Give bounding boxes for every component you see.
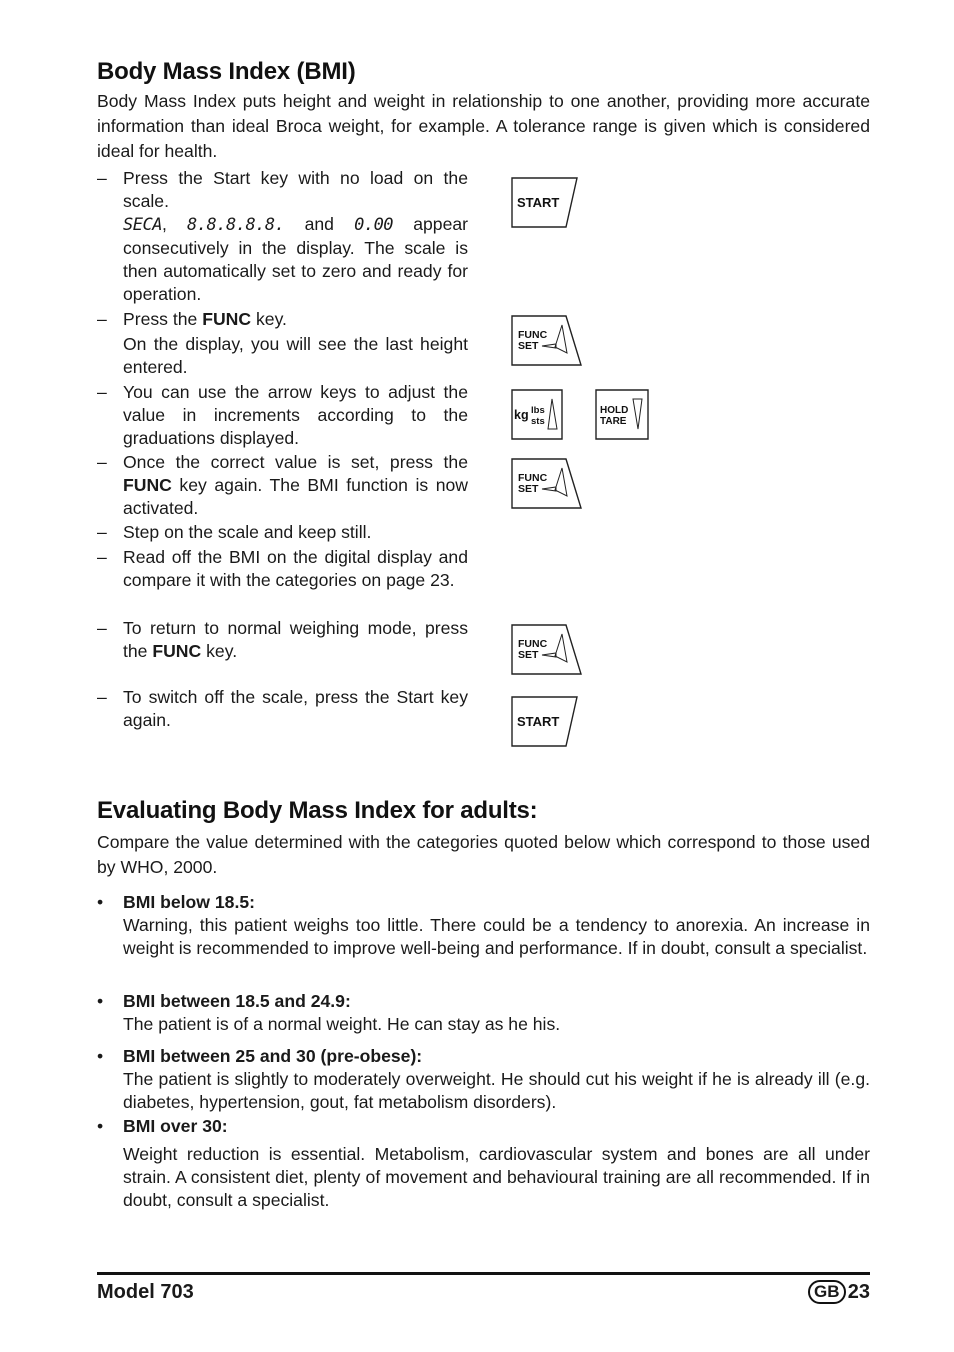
bmi-category-underweight xyxy=(97,891,870,960)
step-6 xyxy=(97,546,468,592)
func-key-label: FUNC xyxy=(518,638,548,650)
step-7 xyxy=(97,617,468,663)
step-text: To switch off the scale, press the Start key again. xyxy=(123,687,468,730)
start-key-label: START xyxy=(517,714,560,729)
category-title: BMI below 18.5: xyxy=(123,892,255,912)
step-text xyxy=(123,617,468,663)
bullet-dot: • xyxy=(97,1046,104,1066)
step-text: You can use the arrow keys to adjust the value in increments according to the graduations displayed. xyxy=(123,382,468,448)
func-key-label: FUNC xyxy=(518,472,548,484)
step-text: Read off the BMI on the digital display and compare it with the categories on page 23. xyxy=(123,547,468,590)
step-text-post: key again. The BMI function is now activated. xyxy=(123,475,468,518)
step-1 xyxy=(97,167,468,306)
step-text-post: key. xyxy=(201,641,238,661)
func-key-label: FUNC xyxy=(518,329,548,341)
step-subtext xyxy=(123,213,468,306)
func-key-name: FUNC xyxy=(123,475,172,495)
start-key-icon xyxy=(511,696,579,748)
bmi-category-normal xyxy=(97,990,870,1036)
footer-divider xyxy=(97,1272,870,1275)
category-description: The patient is slightly to moderately overweight. He should cut his weight if he is already ill (e.g. diabetes, hypertension, gout, fat metabolism disorders). xyxy=(123,1069,870,1112)
hold-tare-arrow-key-icon xyxy=(595,389,651,441)
step-5 xyxy=(97,521,468,544)
country-badge: GB xyxy=(808,1280,846,1304)
step-dash: – xyxy=(97,522,107,542)
bullet-dot: • xyxy=(97,1116,104,1136)
step-dash: – xyxy=(97,168,107,188)
step-dash: – xyxy=(97,618,107,638)
bmi-intro-paragraph: Body Mass Index puts height and weight in relationship to one another, providing more accurate information than ideal Broca weight, for example. A tolerance range is given which is considered ideal for health. xyxy=(97,91,870,161)
step-text-post: key. xyxy=(251,309,287,329)
evaluating-intro-paragraph: Compare the value determined with the categories quoted below which correspond to those used by WHO, 2000. xyxy=(97,832,870,877)
step-subtext-rest: appear consecutively in the display. The scale is then automatically set to zero and ready for operation. xyxy=(123,214,469,304)
kg-lbs-arrow-key-icon xyxy=(511,389,565,441)
category-title: BMI between 25 and 30 (pre-obese): xyxy=(123,1046,423,1066)
func-key-name: FUNC xyxy=(152,641,202,661)
footer-page-info xyxy=(808,1280,870,1304)
category-description: Warning, this patient weighs too little. There could be a tendency to anorexia. An increase in weight is recommended to improve well-being and performance. If in doubt, consult a specialist. xyxy=(123,915,870,958)
func-key-name: FUNC xyxy=(202,309,252,329)
category-description: The patient is of a normal weight. He can stay as he his. xyxy=(123,1014,561,1034)
category-title: BMI over 30: xyxy=(123,1116,228,1136)
step-text-pre: To return to normal weighing mode, press the xyxy=(123,618,468,661)
bullet-dot: • xyxy=(97,892,104,912)
step-text xyxy=(123,451,468,520)
step-text-pre: Press the xyxy=(123,309,203,329)
footer-model-name: Model 703 xyxy=(97,1281,194,1303)
bmi-category-pre-obese xyxy=(97,1045,870,1114)
func-set-key-icon xyxy=(511,624,583,676)
step-dash: – xyxy=(97,382,107,402)
comma: , xyxy=(161,214,167,234)
func-set-key-icon xyxy=(511,458,583,510)
func-set-key-icon xyxy=(511,315,583,367)
start-key-icon xyxy=(511,177,579,229)
bullet-dot: • xyxy=(97,991,104,1011)
step-text xyxy=(123,308,468,331)
set-key-label: SET xyxy=(518,649,539,661)
and-word: and xyxy=(284,214,355,234)
set-key-label: SET xyxy=(518,483,539,495)
step-text-pre: Once the correct value is set, press the xyxy=(123,452,468,472)
kg-label: kg xyxy=(514,408,529,422)
step-dash: – xyxy=(97,547,107,567)
section-title-bmi: Body Mass Index (BMI) xyxy=(97,58,356,85)
step-text: Step on the scale and keep still. xyxy=(123,522,372,542)
lbs-label: lbs xyxy=(531,405,545,416)
step-dash: – xyxy=(97,452,107,472)
tare-label: TARE xyxy=(600,416,627,427)
display-zero: 0.00 xyxy=(354,215,394,235)
bmi-category-obese xyxy=(97,1115,870,1212)
display-seca: SECA xyxy=(123,215,162,235)
step-dash: – xyxy=(97,687,107,707)
section-title-evaluating: Evaluating Body Mass Index for adults: xyxy=(97,797,538,824)
step-8 xyxy=(97,686,468,732)
step-2 xyxy=(97,308,468,379)
set-key-label: SET xyxy=(518,340,539,352)
category-description: Weight reduction is essential. Metabolism, cardiovascular system and bones are all under strain. A consistent diet, plenty of movement and behavioural training are all recommended. If in doubt, consult a specialist. xyxy=(123,1144,870,1210)
start-key-label: START xyxy=(517,195,560,210)
page-number: 23 xyxy=(847,1280,870,1303)
step-text: Press the Start key with no load on the scale. xyxy=(123,168,468,211)
hold-label: HOLD xyxy=(600,405,629,416)
step-subtext: On the display, you will see the last height entered. xyxy=(123,334,468,377)
sts-label: sts xyxy=(531,416,545,427)
step-3 xyxy=(97,381,468,450)
display-test-digits: 8.8.8.8.8. xyxy=(187,215,285,235)
category-title: BMI between 18.5 and 24.9: xyxy=(123,991,351,1011)
step-4 xyxy=(97,451,468,520)
step-dash: – xyxy=(97,309,107,329)
